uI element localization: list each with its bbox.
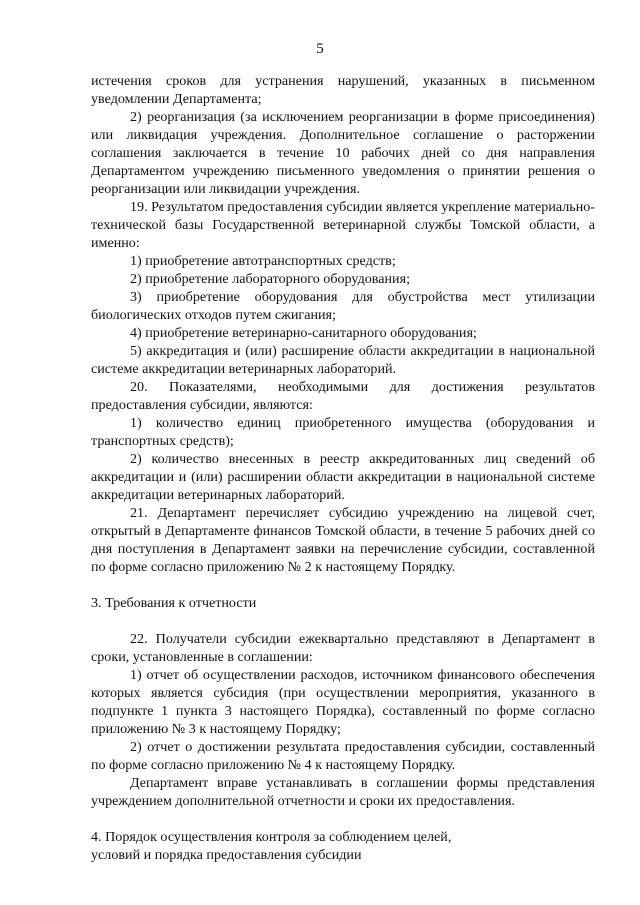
list-item: 4) приобретение ветеринарно-санитарного оборудования;	[130, 325, 477, 341]
paragraph: 21. Департамент перечисляет субсидию учреждению на лицевой счет, открытый в Департаменте финансов Томской области, в течение 5 рабочих дней со дня поступления в Департамент заявки на перечисление субсидии, составленной по форме согласно приложению № 2 к настоящему Порядку.	[91, 505, 595, 575]
section-heading	[91, 828, 595, 864]
paragraph: 2) реорганизация (за исключением реорганизации в форме присоединения) или ликвидация учреждения. Дополнительное соглашение о расторжении соглашения заключается в течение 10 рабочих дней со дня направления Департаментом учреждению письменного уведомления о принятии решения о реорганизации или ликвидации учреждения.	[91, 109, 595, 197]
document-body	[91, 72, 595, 864]
list-item: 3) приобретение оборудования для обустройства мест утилизации биологических отходов путем сжигания;	[91, 289, 595, 323]
list-item: 2) количество внесенных в реестр аккредитованных лиц сведений об аккредитации и (или) расширении области аккредитации в национальной системе аккредитации ветеринарных лабораторий.	[91, 451, 595, 503]
page-number: 5	[316, 41, 324, 57]
list-item: 5) аккредитация и (или) расширение области аккредитации в национальной системе аккредитации ветеринарных лабораторий.	[91, 343, 595, 377]
section-heading-line: 4. Порядок осуществления контроля за соблюдением целей,	[91, 829, 452, 845]
list-item: 2) приобретение лабораторного оборудования;	[130, 271, 411, 287]
paragraph: 19. Результатом предоставления субсидии является укрепление материально-технической базы Государственной ветеринарной службы Томской области, а именно:	[91, 199, 595, 251]
list-item: 2) отчет о достижении результата предоставления субсидии, составленный по форме согласно приложению № 4 к настоящему Порядку.	[91, 739, 595, 773]
section-heading: 3. Требования к отчетности	[91, 595, 257, 611]
list-item: 1) отчет об осуществлении расходов, источником финансового обеспечения которых является субсидия (при осуществлении мероприятия, указанного в подпункте 1 пункта 3 настоящего Порядка), составленный по форме согласно приложению № 3 к настоящему Порядку;	[91, 667, 595, 737]
paragraph: Департамент вправе устанавливать в соглашении формы представления учреждением дополнительной отчетности и сроки их предоставления.	[91, 775, 595, 809]
section-heading-line: условий и порядка предоставления субсидии	[91, 847, 362, 863]
list-item: 1) количество единиц приобретенного имущества (оборудования и транспортных средств);	[91, 415, 595, 449]
paragraph: истечения сроков для устранения нарушений, указанных в письменном уведомлении Департамента;	[91, 73, 595, 107]
paragraph: 20. Показателями, необходимыми для достижения результатов предоставления субсидии, являются:	[91, 379, 595, 413]
list-item: 1) приобретение автотранспортных средств;	[130, 253, 396, 269]
paragraph: 22. Получатели субсидии ежеквартально представляют в Департамент в сроки, установленные в соглашении:	[91, 631, 595, 665]
